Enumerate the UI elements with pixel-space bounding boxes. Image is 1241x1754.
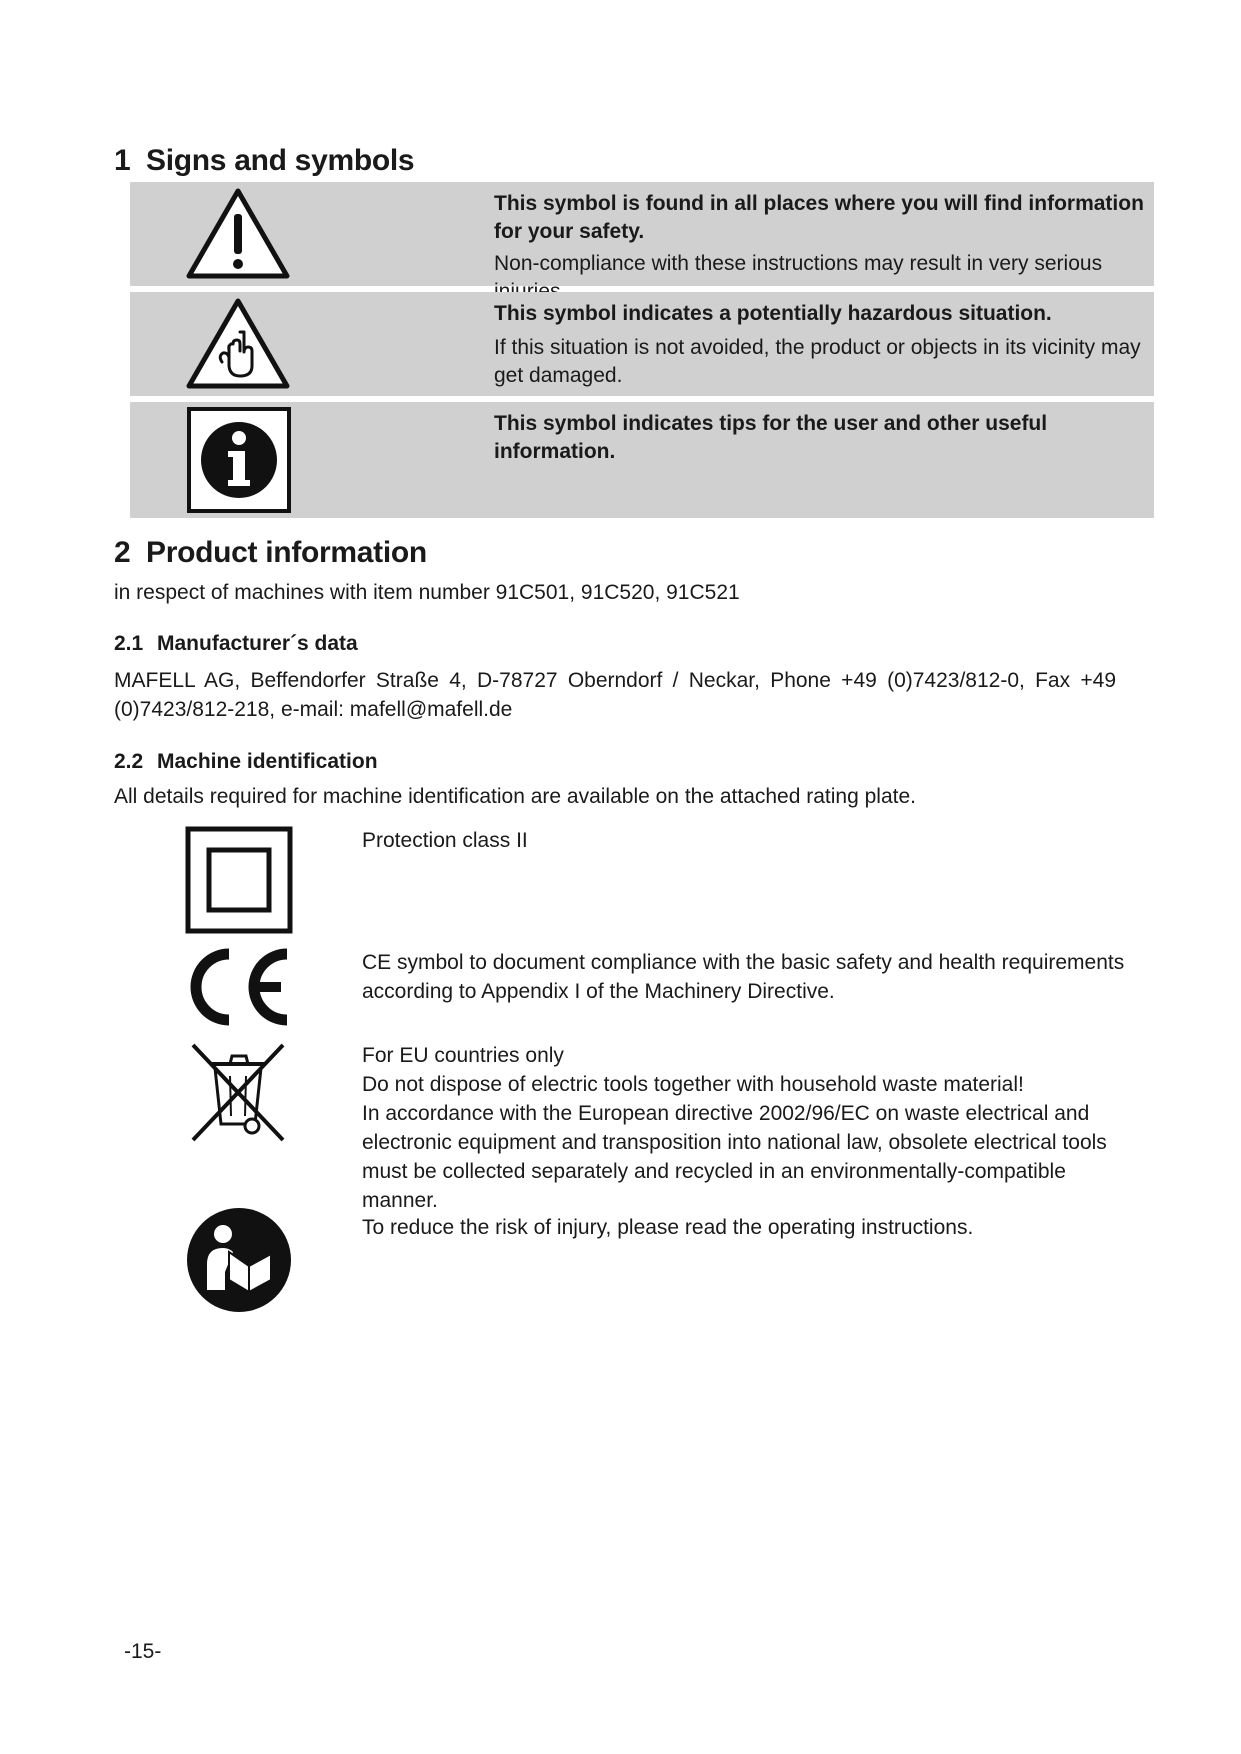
- symbol-row-text: [494, 410, 1144, 466]
- symbol-row-text: [494, 190, 1144, 306]
- product-intro: in respect of machines with item number 91C501, 91C520, 91C521: [114, 581, 740, 604]
- subsection-number: 2.2: [114, 750, 144, 773]
- info-icon: [186, 406, 292, 514]
- symbol-bold-text: This symbol indicates tips for the user and other useful information.: [494, 412, 1048, 463]
- machine-identification-text: All details required for machine identification are available on the attached rating plate.: [114, 785, 916, 808]
- item-line: To reduce the risk of injury, please read the operating instructions.: [362, 1216, 974, 1239]
- item-line: For EU countries only: [362, 1044, 564, 1067]
- section-title: Signs and symbols: [146, 144, 415, 177]
- symbol-bold-text: This symbol indicates a potentially hazardous situation.: [494, 302, 1052, 325]
- subsection-2-2-heading: [114, 750, 378, 774]
- protection-class-ii-icon: [185, 826, 293, 934]
- item-line: Do not dispose of electric tools together with household waste material!: [362, 1073, 1024, 1096]
- symbol-row-text: [494, 300, 1144, 390]
- section-number: 2: [114, 536, 131, 569]
- item-line: Protection class II: [362, 829, 528, 852]
- section-title: Product information: [146, 536, 427, 569]
- read-manual-icon: [185, 1206, 293, 1314]
- symbol-row-hazard: [130, 292, 1154, 396]
- crossed-bin-icon: [188, 1040, 288, 1144]
- subsection-title: Manufacturer´s data: [157, 632, 358, 655]
- item-line: CE symbol to document compliance with the basic safety and health requirements according to Appendix I of the Machinery Directive.: [362, 951, 1125, 1003]
- symbol-row-safety: [130, 182, 1154, 286]
- subsection-title: Machine identification: [157, 750, 378, 773]
- symbol-normal-text: If this situation is not avoided, the product or objects in its vicinity may get damaged.: [494, 336, 1141, 387]
- subsection-2-1-heading: [114, 632, 358, 656]
- item-text: [362, 826, 1142, 855]
- section-1-heading: [114, 144, 414, 178]
- symbol-bold-text: This symbol is found in all places where you will find information for your safety.: [494, 192, 1144, 243]
- item-text: [362, 1041, 1142, 1215]
- section-2-heading: [114, 536, 427, 570]
- hazard-hand-icon: [184, 296, 292, 392]
- warning-triangle-icon: [184, 186, 292, 282]
- section-number: 1: [114, 144, 131, 177]
- item-text: [362, 948, 1142, 1006]
- item-text: [362, 1213, 1142, 1242]
- symbol-row-info: [130, 402, 1154, 518]
- manufacturer-data: MAFELL AG, Beffendorfer Straße 4, D-78727 Oberndorf / Neckar, Phone +49 (0)7423/812-0, Fax +49 (0)7423/812-218, e-mail: mafell@mafell.de: [114, 669, 1116, 721]
- subsection-number: 2.1: [114, 632, 144, 655]
- page-number: -15-: [124, 1640, 162, 1663]
- ce-mark-icon: [183, 948, 295, 1026]
- symbol-normal-text: Non-compliance with these instructions may result in very serious: [494, 252, 1103, 275]
- item-line: In accordance with the European directive 2002/96/EC on waste electrical and electronic equipment and transposition into national law, obsolete electrical tools must be collected separately and recycled in an environmentally-compatible manner.: [362, 1102, 1107, 1212]
